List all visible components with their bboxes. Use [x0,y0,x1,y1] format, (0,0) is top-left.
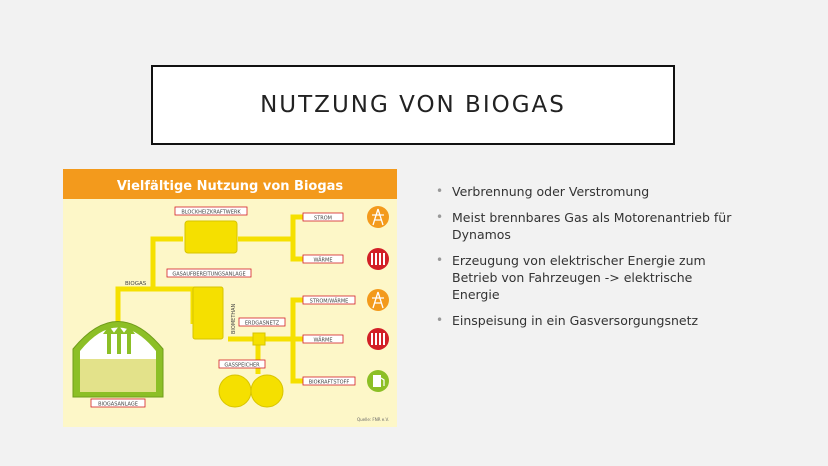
biokraftstoff-label: BIOKRAFTSTOFF [308,379,350,386]
biogas-infographic [63,169,397,427]
bhkw-unit [185,221,237,253]
bullet-item: • Meist brennbares Gas als Motorenantrieb für Dynamos [436,209,736,243]
upgrade-label: GASAUFBEREITUNGSANLAGE [172,271,246,278]
biogasanlage-label: BIOGASANLAGE [98,401,138,408]
biogas-pipe-label: BIOGAS [125,281,147,287]
gasspeicher-label: GASSPEICHER [224,362,260,369]
strom-label: STROM [314,215,332,222]
biomethan-label: BIOMETHAN [231,303,237,334]
biogasanlage-substrate [80,359,156,392]
radiator-icon [367,248,389,270]
erdgasnetz-valve [253,333,265,345]
slide-title: NUTZUNG VON BIOGAS [260,92,566,118]
biogas-arrows [103,326,135,354]
erdgasnetz-label: ERDGASNETZ [244,320,280,327]
bullet-item: • Einspeisung in ein Gasversorgungsnetz [436,312,736,329]
bullet-item: • Verbrennung oder Verstromung [436,183,736,200]
bhkw-label: BLOCKHEIZKRAFTWERK [181,209,241,216]
gasspeicher-tank-1 [219,375,251,407]
waerme1-label: WÄRME [313,257,333,264]
waerme2-label: WÄRME [313,337,333,344]
infographic-heading: Vielfältige Nutzung von Biogas [116,179,344,194]
fuel-pump-body [373,375,381,387]
bullet-list [436,183,736,338]
radiator-icon-2 [367,328,389,350]
slide-title-box [151,65,675,145]
strom-waerme-label: STROM/WÄRME [309,298,349,305]
upgrade-unit [193,287,223,339]
bullet-item: • Erzeugung von elektrischer Energie zum Betrieb von Fahrzeugen -> elektrische Energie [436,252,736,303]
source-credit: Quelle: FNR e.V. [356,417,389,422]
gasspeicher-tank-2 [251,375,283,407]
infographic-svg [63,169,397,427]
